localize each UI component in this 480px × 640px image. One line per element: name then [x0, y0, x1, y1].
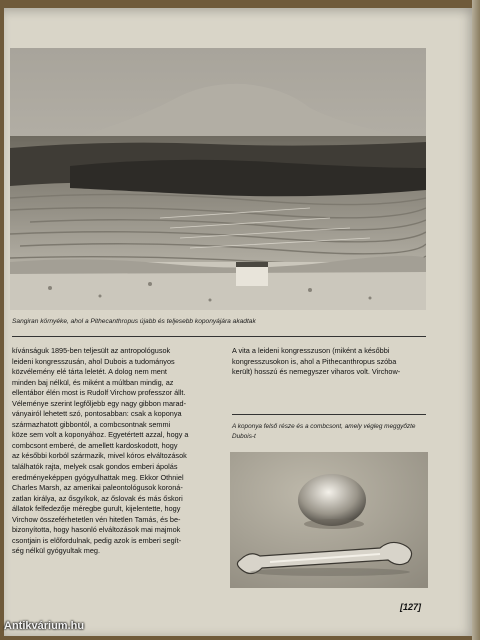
- text-line: kongresszusokon is, ahol a Pithecanthropus szóba: [232, 356, 397, 366]
- left-column-text: [12, 346, 224, 557]
- page-edge: [472, 0, 480, 640]
- text-line: eredményeképpen gyógyulhattak meg. Ekkor Othniel: [12, 472, 184, 482]
- text-line: ellentábor élén most is Rudolf Virchow professzor állt.: [12, 388, 186, 398]
- figure-divider: [232, 414, 426, 415]
- text-line: találhatók rajta, melyek csak gondos emberi ápolás: [12, 462, 178, 472]
- text-line: csontjain is előfordulnak, pedig azok is emberi segít-: [12, 535, 182, 545]
- text-line: combcsont emberé, de amellett kardoskodott, hogy: [12, 440, 178, 450]
- landscape-photo: [10, 48, 426, 310]
- text-line: az későbbi korból származik, mivel kóros elváltozások: [12, 451, 187, 461]
- skull-and-femur-photo: [230, 452, 428, 588]
- text-line: került) hosszú és nemegyszer viharos volt. Virchow-: [232, 367, 401, 377]
- text-line: Véleménye szerint legfőljebb egy nagy gibbon marad-: [12, 398, 187, 408]
- text-line: állatok felfedezője méregbe gurult, kijelentette, hogy: [12, 504, 181, 514]
- text-line: minden baj nélkül, és miként a múltban mindig, az: [12, 377, 174, 387]
- text-line: Charles Marsh, az amerikai paleontológusok koroná-: [12, 483, 183, 493]
- right-column-text: [232, 346, 428, 378]
- figure-caption: A koponya felső része és a combcsont, amely végleg meggyőzte Dubois-t: [232, 423, 416, 440]
- watermark-logo: Antikvárium.hu: [4, 620, 85, 632]
- text-line: közvélemény elé tárta leletét. A dolog nem ment: [12, 367, 167, 377]
- photo-caption: Sangiran környéke, ahol a Pithecanthropus újabb és teljesebb koponyájára akadtak: [12, 318, 256, 325]
- text-line: köze sem volt a koponyához. Egyetértett azzal, hogy a: [12, 430, 189, 440]
- text-line: A vita a leideni kongresszuson (miként a későbbi: [232, 346, 390, 355]
- text-line: bizonyította, hogy hasonló elváltozások mai majmok: [12, 525, 181, 535]
- text-line: kívánságuk 1895-ben teljesült az antropológusok: [12, 346, 171, 355]
- text-line: származhatott gibbontól, a combcsontnak semmi: [12, 419, 171, 429]
- section-divider: [12, 336, 426, 337]
- text-line: zatlan királya, az ősgyíkok, az őslovak és más őskori: [12, 493, 183, 503]
- text-line: ványairól lehetett szó, pontosabban: csak a koponya: [12, 409, 182, 419]
- text-line: leideni kongresszusán, ahol Dubois a tudományos: [12, 356, 175, 366]
- text-line: ség nélkül gyógyultak meg.: [12, 546, 101, 556]
- page-number: [127]: [400, 602, 422, 612]
- text-line: Virchow összeférhetetlen vén hitetlen Tamás, és be-: [12, 514, 181, 524]
